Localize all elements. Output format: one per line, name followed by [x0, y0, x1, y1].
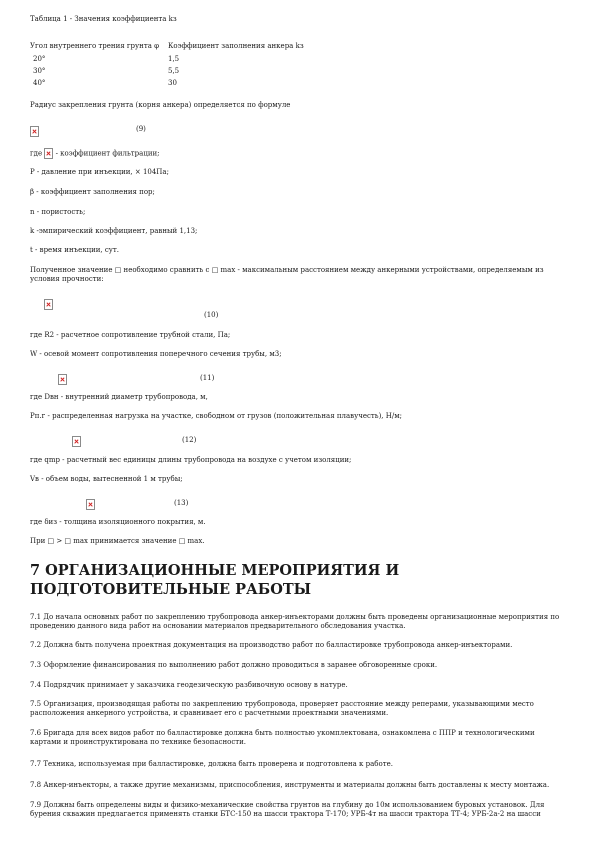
paragraph-7-2: 7.2 Должна быть получена проектная документация на производство работ по балластировке трубопровода анкер-инъекторами.	[30, 641, 513, 649]
formula-number: (9)	[136, 125, 146, 133]
formula-number: (11)	[200, 374, 215, 382]
where-line: где - коэффициент фильтрации;	[30, 149, 160, 158]
table-caption: Таблица 1 - Значения коэффициента kз	[30, 15, 177, 23]
section-title: 7 ОРГАНИЗАЦИОННЫЕ МЕРОПРИЯТИЯ И ПОДГОТОВИТЕЛЬНЫЕ РАБОТЫ	[30, 562, 400, 598]
definition-line: Vв - объем воды, вытесненной 1 м трубы;	[30, 475, 183, 483]
definition-line: W - осевой момент сопротивления поперечного сечения трубы, м3;	[30, 350, 282, 358]
formula-number: (12)	[182, 436, 197, 444]
table-cell: 40°	[33, 79, 46, 87]
broken-image-icon	[44, 148, 53, 159]
paragraph-7-4: 7.4 Подрядчик принимает у заказчика геодезическую разбивочную основу в натуре.	[30, 681, 348, 689]
paragraph-7-1: 7.1 До начала основных работ по закреплению трубопровода анкер-инъекторами должны быть проведены организационные мероприятия по проведению данного вида работ на основании материалов предварительного обследования участка.	[30, 613, 560, 630]
condition-line: При □ > □ max принимается значение □ max.	[30, 537, 205, 545]
paragraph-7-8: 7.8 Анкер-инъекторы, а также другие механизмы, приспособления, инструменты и материалы должны быть доставлены к месту монтажа.	[30, 781, 550, 789]
paragraph-7-6: 7.6 Бригада для всех видов работ по балластировке должна быть полностью укомплектована, ознакомлена с ППР и технологическими картами и проинструктирована по технике безопасности.	[30, 729, 535, 746]
definition-line: где R2 - расчетное сопротивление трубной стали, Па;	[30, 331, 231, 339]
definition-line: k -эмпирический коэффициент, равный 1,13;	[30, 227, 198, 235]
definition-line: t - время инъекции, сут.	[30, 246, 120, 254]
formula-number: (13)	[174, 499, 189, 507]
broken-image-icon	[72, 436, 81, 447]
broken-image-icon	[58, 374, 67, 385]
paragraph-7-5: 7.5 Организация, производящая работы по закреплению трубопровода, проверяет расстояние между реперами, указывающими место расположения анкерного устройства, и сравнивает его с расчетными проектными значениями.	[30, 700, 534, 717]
broken-image-icon	[86, 499, 95, 510]
broken-image-icon	[30, 126, 39, 137]
definition-line: P - давление при инъекции, × 104Па;	[30, 168, 169, 176]
section-heading	[30, 561, 450, 599]
paragraph-7-9: 7.9 Должны быть определены виды и физико-механические свойства грунтов на глубину до 10м использованием буровых установок. Для бурения скважин предлагается применять станки БТС-150 на шасси трактора Т-170; УРБ-4т на шасси трактора ТТ-4; УРБ-2а-2 на шасси	[30, 801, 545, 818]
table-cell: 5,5	[168, 67, 180, 75]
table-cell: 30	[168, 79, 177, 87]
table-header-coef: Коэффициент заполнения анкера kз	[168, 42, 304, 50]
radius-intro-text: Радиус закрепления грунта (корня анкера) определяется по формуле	[30, 101, 291, 109]
definition-line: где δиз - толщина изоляционного покрытия, м.	[30, 518, 206, 526]
definition-line: Pп.г - распределенная нагрузка на участке, свободном от грузов (положительная плавучесть), Н/м;	[30, 412, 403, 420]
definition-line: где Dвн - внутренний диаметр трубопровода, м,	[30, 393, 208, 401]
definition-line: n - пористость;	[30, 208, 86, 216]
table-cell: 1,5	[168, 55, 180, 63]
broken-image-icon	[44, 299, 53, 310]
table-cell: 30°	[33, 67, 46, 75]
paragraph-7-7: 7.7 Техника, используемая при балластировке, должна быть проверена и подготовлена к работе.	[30, 760, 393, 768]
definition-line: где qmp - расчетный вес единицы длины трубопровода на воздухе с учетом изоляции;	[30, 456, 352, 464]
formula-number: (10)	[204, 311, 219, 319]
table-header-angle: Угол внутреннего трения грунта φ	[30, 42, 159, 50]
compare-paragraph: Полученное значение □ необходимо сравнить с □ max - максимальным расстоянием между анкерными устройствами, определяемым из условия прочности:	[30, 266, 544, 283]
definition-line: β - коэффициент заполнения пор;	[30, 188, 155, 196]
table-cell: 20°	[33, 55, 46, 63]
paragraph-7-3: 7.3 Оформление финансирования по выполнению работ должно проводиться в заранее обговоренные сроки.	[30, 661, 438, 669]
